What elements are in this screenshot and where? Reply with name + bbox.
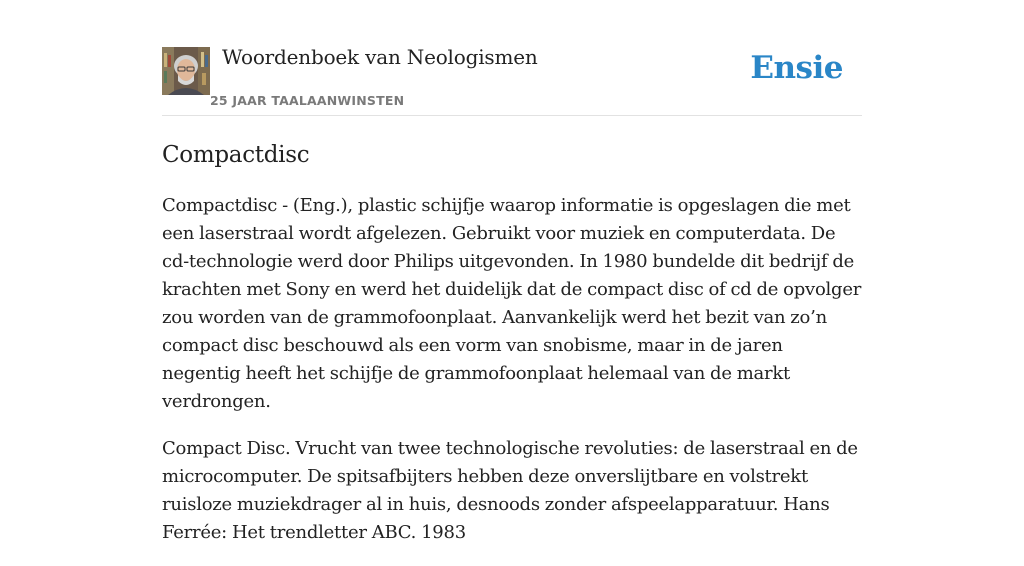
site-title[interactable]: Woordenboek van Neologismen (222, 45, 538, 69)
author-portrait-icon (162, 47, 210, 95)
article-paragraph: Compact Disc. Vrucht van twee technologische revoluties: de laserstraal en de microcomputer. De spitsafbijters hebben deze onverslijtbare en volstrekt ruisloze muziekdrager al in huis, desnoods zonder afspeelapparatuur. Hans Ferrée: Het trendletter ABC. 1983 (162, 438, 858, 543)
article-paragraph: Compactdisc - (Eng.), plastic schijfje waarop informatie is opgeslagen die met een laserstraal wordt afgelezen. Gebruikt voor muziek en computerdata. De cd-technologie werd door Philips uitgevonden. In 1980 bundelde dit bedrijf de krachten met Sony en werd het duidelijk dat de compact disc of cd de opvolger zou worden van de grammofoonplaat. Aanvankelijk werd het bezit van zo’n compact disc beschouwd als een vorm van snobisme, maar in de jaren negentig heeft het schijfje de grammofoonplaat helemaal van de markt verdrongen. (162, 195, 862, 412)
article (162, 140, 862, 566)
brand-logo[interactable]: Ensie (750, 50, 843, 86)
site-header (162, 0, 862, 116)
site-subtitle: 25 JAAR TAALAANWINSTEN (210, 93, 405, 108)
article-title: Compactdisc (162, 142, 310, 168)
avatar[interactable] (162, 47, 210, 95)
